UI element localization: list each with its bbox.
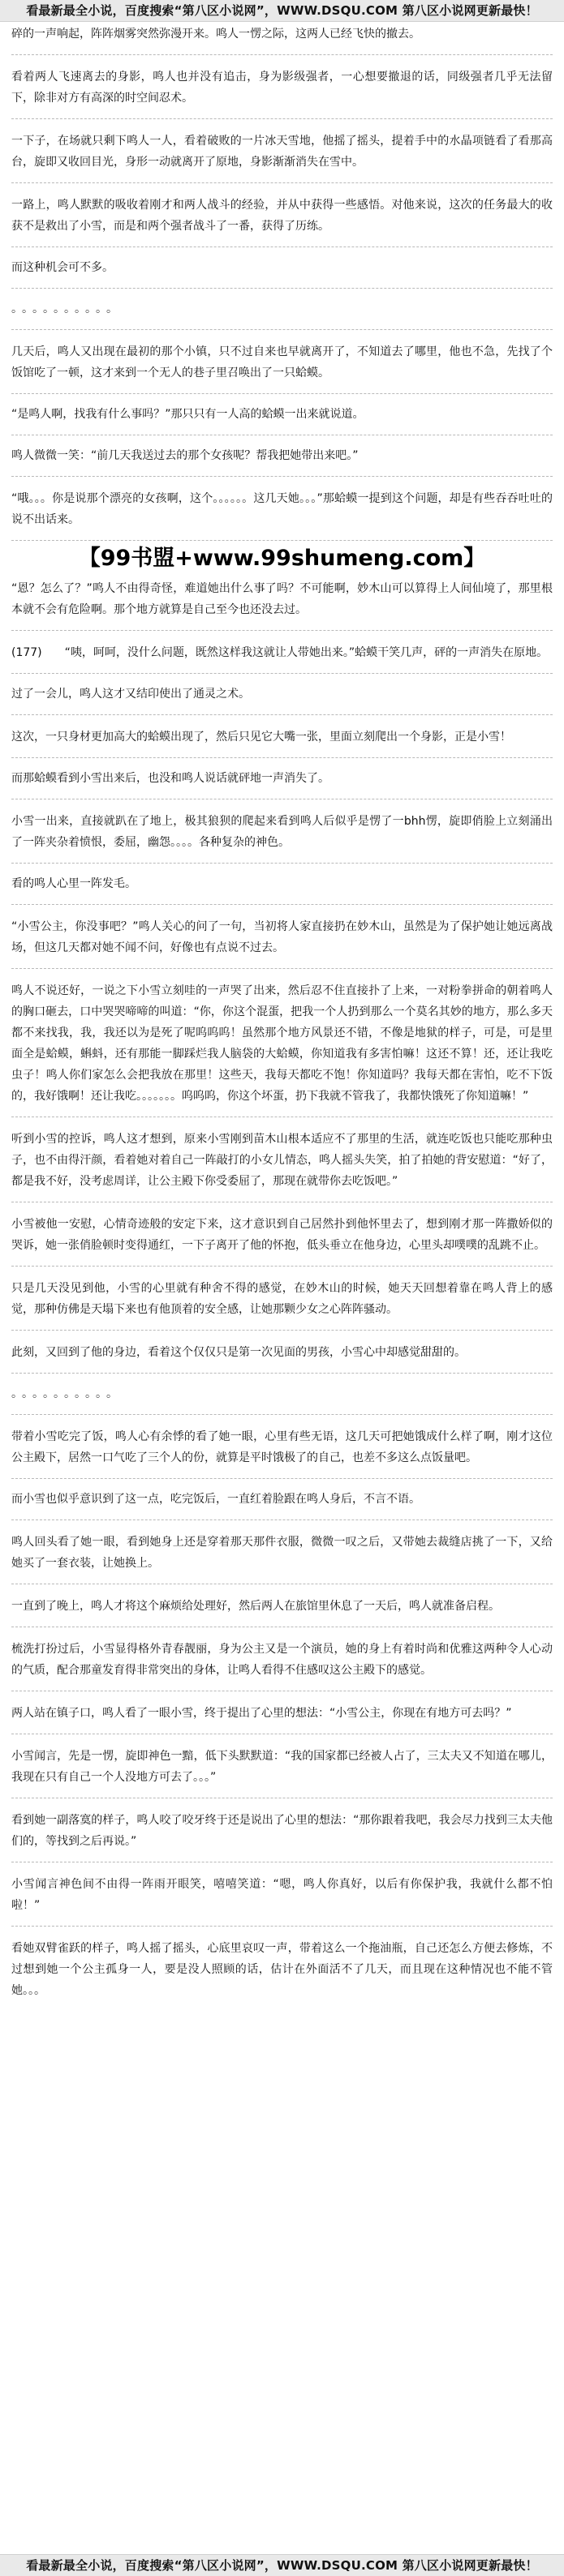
scene-break-2: 。。。。。。。。。。 (11, 1374, 553, 1415)
paragraph-15: 小雪一出来，直接就趴在了地上，极其狼狈的爬起来看到鸣人后似乎是愣了一bhh愣，旋即俏脸上立刻涌出了一阵夹杂着愤恨，委屈，幽怨。。。。各种复杂的神色。 (11, 799, 553, 864)
paragraph-23: 带着小雪吃完了饭，鸣人心有余悸的看了她一眼，心里有些无语，这几天可把她饿成什么样了啊，刚才这位公主殿下，居然一口气吃了三个人的份，就算是平时饿极了的自己，也差不多这么点饭量吧。 (11, 1415, 553, 1479)
paragraph-24: 而小雪也似乎意识到了这一点，吃完饭后，一直红着脸跟在鸣人身后，不言不语。 (11, 1479, 553, 1520)
scene-break: 。。。。。。。。。。 (11, 289, 553, 330)
paragraph-3: 一下子，在场就只剩下鸣人一人，看着破败的一片冰天雪地，他摇了摇头，提着手中的水晶项链看了看那高台，旋即又收回目光，身形一动就离开了原地，身影渐渐消失在雪中。 (11, 119, 553, 183)
chapter-content (0, 22, 564, 2556)
paragraph-26: 一直到了晚上，鸣人才将这个麻烦给处理好，然后两人在旅馆里休息了一天后，鸣人就准备启程。 (11, 1584, 553, 1627)
paragraph-17: “小雪公主，你没事吧？”鸣人关心的问了一句，当初将人家直接扔在妙木山，虽然是为了保护她让她远离战场，但这几天都对她不闻不问，好像也有点说不过去。 (11, 905, 553, 969)
paragraph-2: 看着两人飞速离去的身影，鸣人也并没有追击，身为影级强者，一心想要撤退的话，同级强者几乎无法留下，除非对方有高深的时空间忍术。 (11, 55, 553, 119)
paragraph-10: “恩？怎么了？”鸣人不由得奇怪，难道她出什么事了吗？不可能啊，妙木山可以算得上人间仙境了，那里根本就不会有危险啊。那个地方就算是自己至今也还没去过。 (11, 576, 553, 631)
paragraph-22: 此刻，又回到了他的身边，看着这个仅仅只是第一次见面的男孩，小雪心中却感觉甜甜的。 (11, 1331, 553, 1374)
paragraph-30: 看到她一副落寞的样子，鸣人咬了咬牙终于还是说出了心里的想法：“那你跟着我吧，我会尽力找到三太夫他们的，等找到之后再说。” (11, 1798, 553, 1862)
paragraph-28: 两人站在镇子口，鸣人看了一眼小雪，终于提出了心里的想法：“小雪公主，你现在有地方可去吗？” (11, 1691, 553, 1734)
paragraph-16: 看的鸣人心里一阵发毛。 (11, 864, 553, 905)
paragraph-32: 看她双臂雀跃的样子，鸣人摇了摇头，心底里哀叹一声，带着这么一个拖油瓶，自己还怎么方便去修炼，不过想到她一个公主孤身一人，要是没人照顾的话，估计在外面活不了几天，而且现在这种情况也不能不管她。。。 (11, 1942, 553, 1997)
paragraph-6: 几天后，鸣人又出现在最初的那个小镇，只不过自来也早就离开了，不知道去了哪里，他也不急，先找了个饭馆吃了一顿，这才来到一个无人的巷子里召唤出了一只蛤蟆。 (11, 330, 553, 394)
paragraph-8: 鸣人微微一笑：“前几天我送过去的那个女孩呢？帮我把她带出来吧。” (11, 435, 553, 477)
paragraph-31: 小雪闻言神色间不由得一阵雨开眼笑，嘻嘻笑道：“嗯，鸣人你真好，以后有你保护我，我就什么都不怕啦！” (11, 1862, 553, 1927)
paragraph-13: 这次，一只身材更加高大的蛤蟆出现了，然后只见它大嘴一张，里面立刻爬出一个身影，正是小雪！ (11, 715, 553, 758)
paragraph-21: 只是几天没见到他，小雪的心里就有种舍不得的感觉，在妙木山的时候，她天天回想着靠在鸣人背上的感觉，那种仿佛是天塌下来也有他顶着的安全感，让她那颗少女之心阵阵骚动。 (11, 1267, 553, 1331)
paragraph-14: 而那蛤蟆看到小雪出来后，也没和鸣人说话就砰地一声消失了。 (11, 758, 553, 799)
paragraph-7: “是鸣人啊，找我有什么事吗？”那只只有一人高的蛤蟆一出来就说道。 (11, 394, 553, 435)
bottom-banner: 看最新最全小说，百度搜索“第八区小说网”，WWW.DSQU.COM 第八区小说网更新最快！ (0, 2554, 564, 2576)
paragraph-20: 小雪被他一安慰，心情奇迹般的安定下来，这才意识到自己居然扑到他怀里去了，想到刚才那一阵撒娇似的哭诉，她一张俏脸顿时变得通红，一下子离开了他的怀抱，低头垂立在他身边，心里头却噗噗的乱跳不止。 (11, 1202, 553, 1267)
paragraph-12: 过了一会儿，鸣人这才又结印使出了通灵之术。 (11, 674, 553, 715)
paragraph-25: 鸣人回头看了她一眼，看到她身上还是穿着那天那件衣服，微微一叹之后，又带她去裁缝店挑了一下，又给她买了一套衣装，让她换上。 (11, 1520, 553, 1584)
promo-banner: 【99书盟+www.99shumeng.com】 (78, 546, 486, 571)
paragraph-29: 小雪闻言，先是一愣，旋即神色一黯，低下头默默道：“我的国家都已经被人占了，三太夫又不知道在哪儿，我现在只有自己一个人没地方可去了。。。” (11, 1734, 553, 1798)
paragraph-27: 梳洗打扮过后，小雪显得格外青春靓丽，身为公主又是一个演员，她的身上有着时尚和优雅这两种令人心动的气质，配合那童发育得非常突出的身体，让鸣人看得不住感叹这公主殿下的感觉。 (11, 1627, 553, 1691)
paragraph-1: 碎的一声响起，阵阵烟雾突然弥漫开来。鸣人一愣之际，这两人已经飞快的撤去。 (11, 22, 553, 55)
paragraph-9: “哦。。。你是说那个漂亮的女孩啊，这个。。。。。。这几天她。。。”那蛤蟆一提到这个问题，却是有些吞吞吐吐的说不出话来。 (11, 477, 553, 541)
top-banner: 看最新最全小说，百度搜索“第八区小说网”，WWW.DSQU.COM 第八区小说网更新最快！ (0, 0, 564, 22)
paragraph-18: 鸣人不说还好，一说之下小雪立刻哇的一声哭了出来，然后忍不住直接扑了上来，一对粉拳拼命的朝着鸣人的胸口砸去，口中哭哭啼啼的叫道：“你，你这个混蛋，把我一个人扔到那么一个莫名其妙的地方，那么多天都不来找我，我，我还以为是死了呢呜呜呜！虽然那个地方风景还不错，不像是地狱的样子，可是，可是里面全是蛤蟆，蝌蚪，还有那能一脚踩烂我人脑袋的大蛤蟆，你知道我有多害怕嘛！这还不算！还，还让我吃虫子！鸣人你们家怎么会把我放在那里！这些天，我每天都吃不饱！你知道吗？我每天都在害怕，吃不下饭的，我好饿啊！还让我吃。。。。。。。呜呜呜，你这个坏蛋，扔下我就不管我了，我都快饿死了你知道嘛！” (11, 969, 553, 1117)
paragraph-4: 一路上，鸣人默默的吸收着刚才和两人战斗的经验，并从中获得一些感悟。对他来说，这次的任务最大的收获不是救出了小雪，而是和两个强者战斗了一番，获得了历练。 (11, 183, 553, 247)
paragraph-19: 听到小雪的控诉，鸣人这才想到，原来小雪刚到苗木山根本适应不了那里的生活，就连吃饭也只能吃那种虫子，也不由得汗颜，看着她对着自己一阵敲打的小女儿情态，鸣人摇头失笑，拍了拍她的背安慰道：“好了，都是我不好，没考虑周详，让公主殿下你受委屈了，那现在就带你去吃饭吧。” (11, 1117, 553, 1202)
paragraph-5: 而这种机会可不多。 (11, 247, 553, 289)
paragraph-11: (177) “咦，呵呵，没什么问题，既然这样我这就让人带她出来。”蛤蟆干笑几声，砰的一声消失在原地。 (11, 631, 553, 674)
